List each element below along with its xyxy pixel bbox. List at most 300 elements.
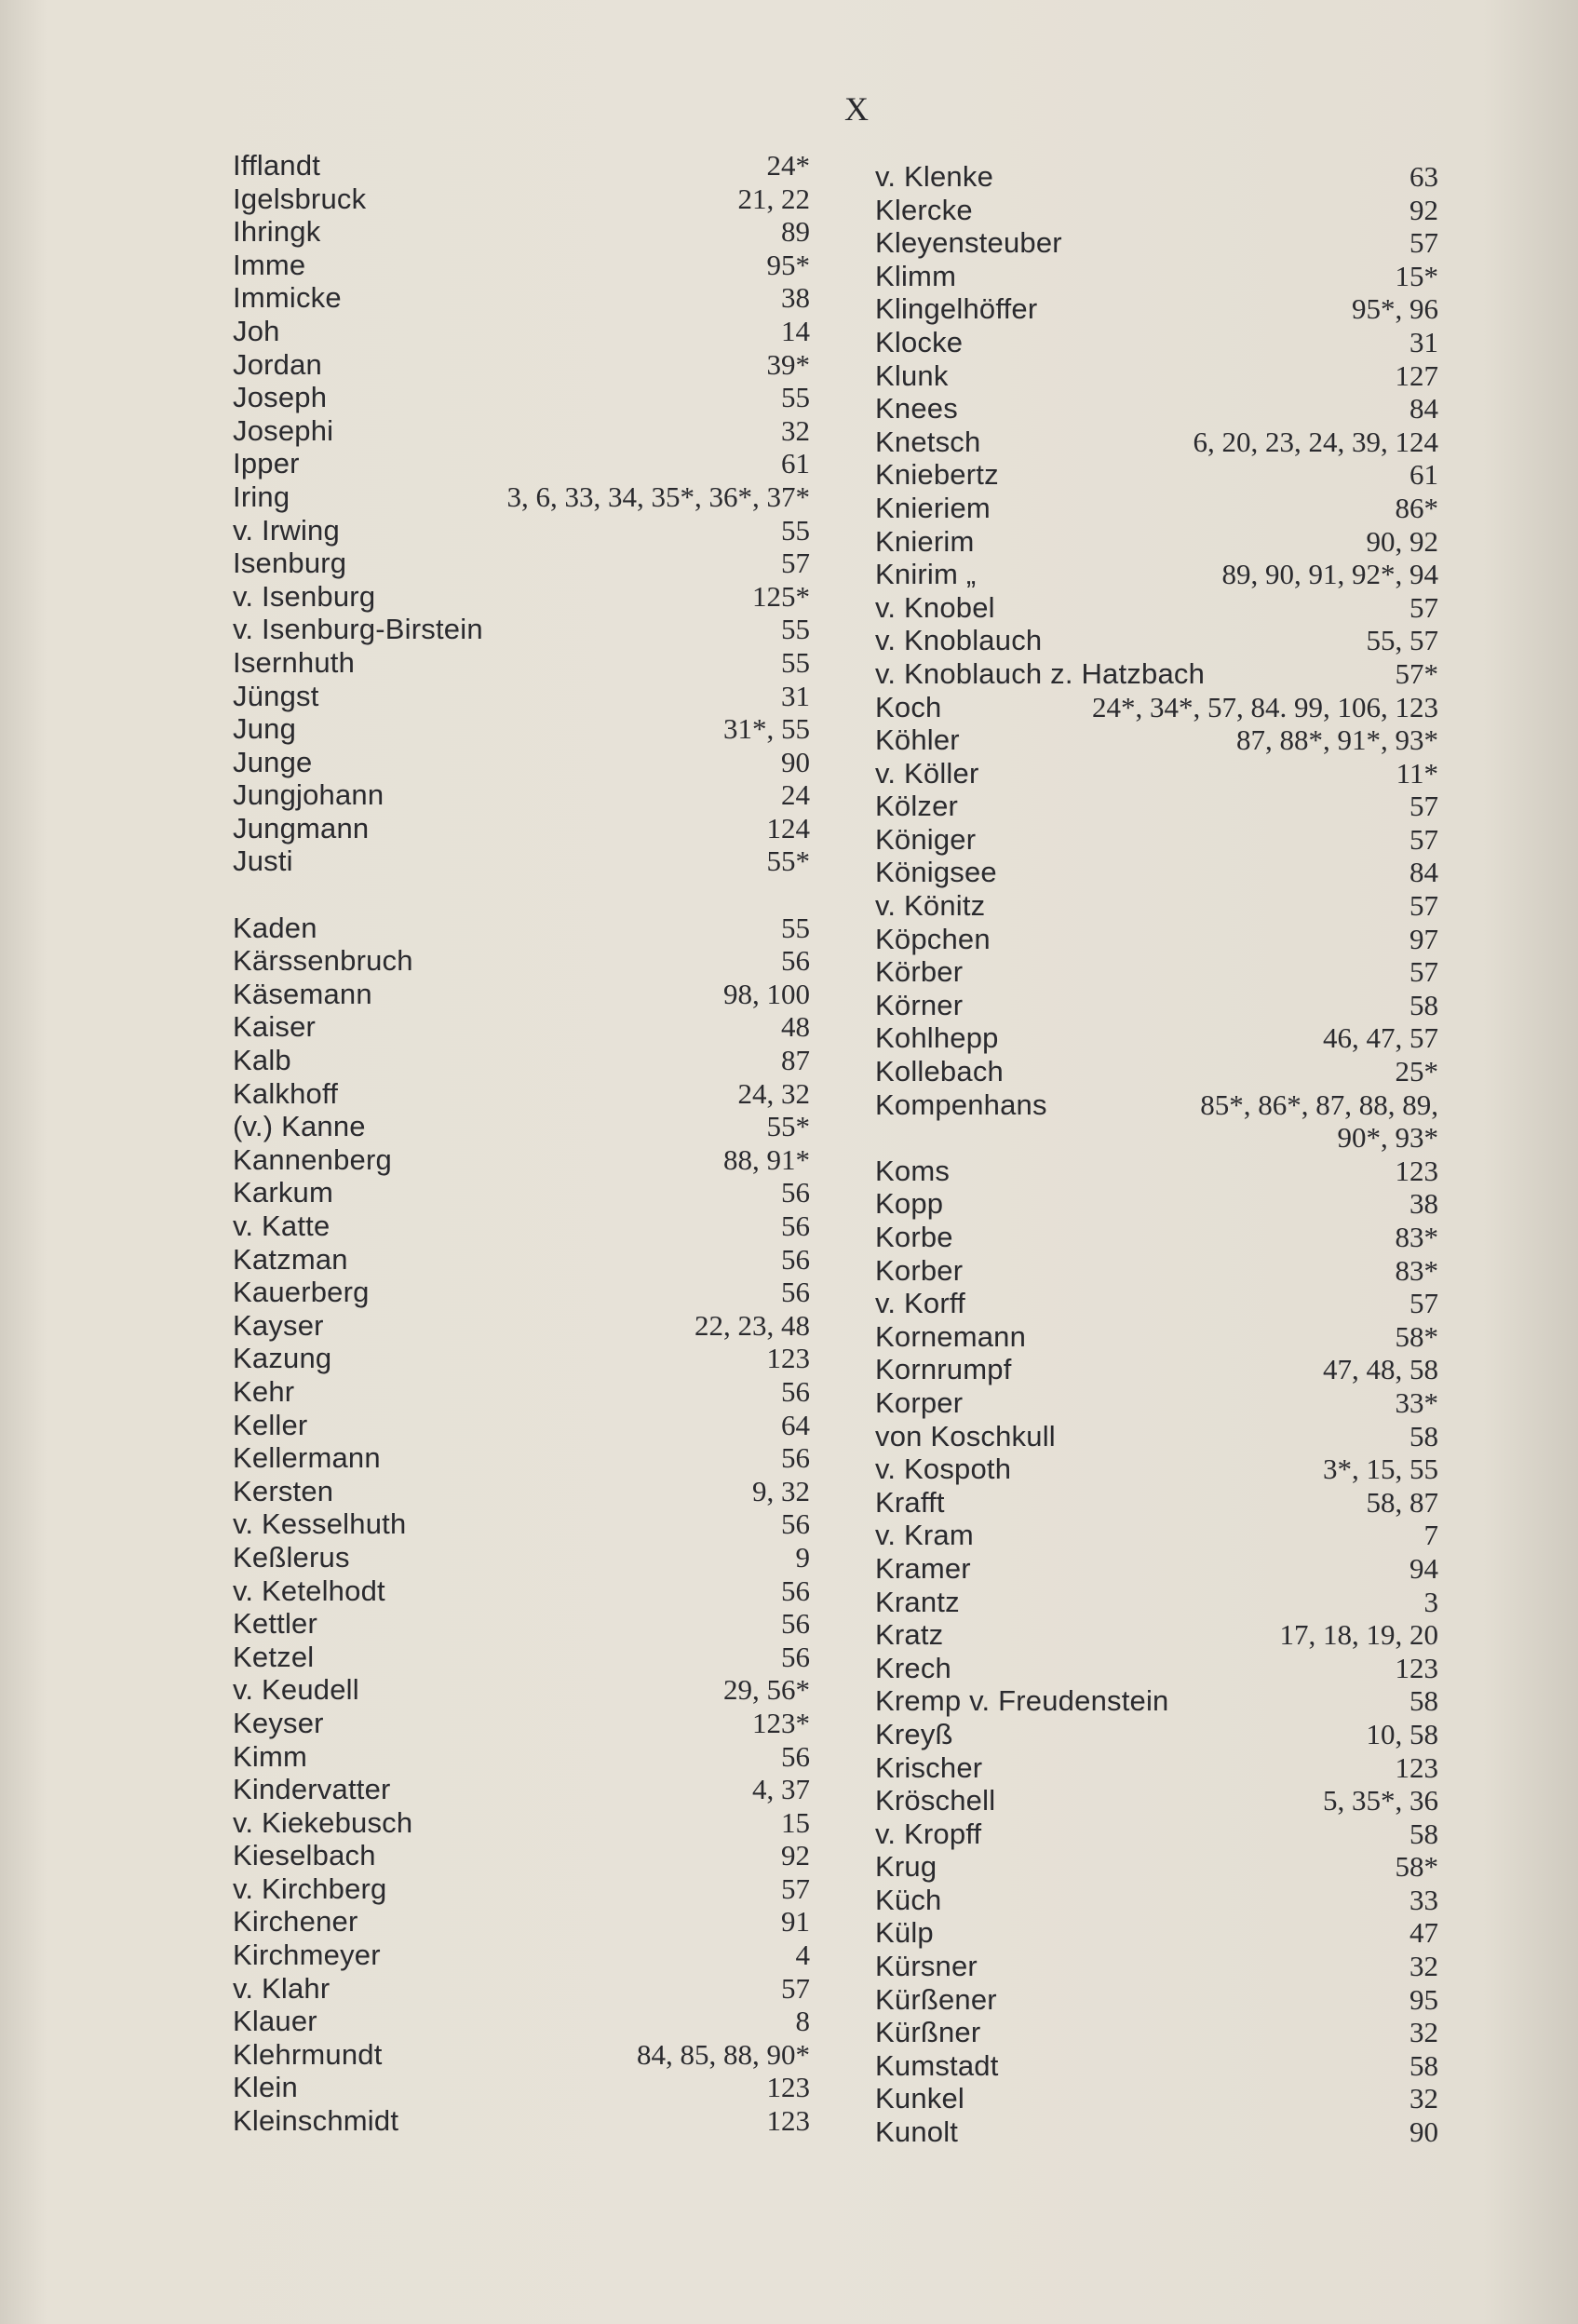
entry-name: Kompenhans: [875, 1088, 1047, 1121]
entry-name: Keyser: [233, 1706, 324, 1739]
entry-name: Kremp v. Freudenstein: [875, 1684, 1169, 1718]
entry-name: Kehr: [233, 1374, 295, 1408]
entry-pages: 22, 23, 48: [695, 1308, 810, 1342]
entry-pages: 55, 57: [1366, 624, 1438, 657]
entry-name: v. Isenburg-Birstein: [233, 613, 483, 646]
index-entry: [875, 1155, 1438, 1188]
index-entry: [233, 2005, 810, 2038]
entry-pages-line: 85*, 86*, 87, 88, 89,: [1200, 1088, 1438, 1121]
entry-name: Klauer: [233, 2005, 317, 2038]
entry-pages: 57*: [1395, 656, 1438, 690]
entry-name: Kreyß: [875, 1717, 953, 1750]
index-entry: [233, 1209, 810, 1243]
entry-pages: 57: [1409, 590, 1438, 624]
index-entry: [875, 1751, 1438, 1785]
index-entry: [875, 1850, 1438, 1884]
entry-pages: 98, 100: [723, 977, 810, 1010]
entry-pages: 83*: [1395, 1253, 1438, 1287]
index-entry: [233, 1010, 810, 1044]
index-entry: [875, 2016, 1438, 2049]
entry-name: Klunk: [875, 358, 949, 392]
entry-pages: 55: [781, 613, 810, 646]
entry-pages: 57: [781, 1971, 810, 2005]
entry-pages: 123: [1395, 1154, 1438, 1187]
index-entry: [233, 149, 810, 182]
entry-name: Kürßener: [875, 1982, 997, 2016]
entry-pages: 84: [1409, 392, 1438, 426]
entry-name: Ipper: [233, 447, 300, 480]
index-entry: [875, 1950, 1438, 1983]
entry-pages: 38: [781, 281, 810, 315]
entry-pages: 3: [1423, 1585, 1438, 1618]
entry-pages: 56: [781, 1441, 810, 1475]
entry-pages: 24, 32: [737, 1076, 810, 1110]
entry-pages: 58*: [1395, 1850, 1438, 1884]
entry-name: Josephi: [233, 413, 334, 447]
entry-name: (v.) Kanne: [233, 1110, 366, 1143]
entry-name: Körber: [875, 955, 964, 989]
index-entry: [875, 2082, 1438, 2115]
entry-name: Kellermann: [233, 1441, 381, 1475]
entry-name: Kornrumpf: [875, 1353, 1012, 1386]
index-entry: [875, 757, 1438, 790]
entry-pages: 55: [781, 513, 810, 547]
index-entry: [233, 1507, 810, 1541]
entry-name: Kröschell: [875, 1784, 996, 1817]
entry-name: Knirim „: [875, 558, 977, 591]
entry-name: v. Kesselhuth: [233, 1507, 407, 1541]
index-entry: [233, 348, 810, 382]
entry-name: Kratz: [875, 1618, 944, 1652]
entry-pages: 57: [781, 547, 810, 580]
entry-name: Külp: [875, 1916, 934, 1950]
index-entry: [875, 492, 1438, 525]
index-entry: [875, 1055, 1438, 1088]
entry-name: Kayser: [233, 1308, 324, 1342]
entry-name: Körner: [875, 988, 964, 1021]
index-entry: [875, 1618, 1438, 1652]
index-entry: [875, 194, 1438, 227]
index-entry: [875, 2049, 1438, 2083]
entry-name: Iring: [233, 480, 290, 513]
entry-name: Krischer: [875, 1750, 983, 1784]
index-entry: [233, 249, 810, 282]
entry-pages: 32: [1409, 2016, 1438, 2049]
entry-name: Kopp: [875, 1187, 944, 1221]
entry-pages: 3*, 15, 55: [1323, 1452, 1438, 1486]
entry-name: v. Könitz: [875, 889, 986, 923]
entry-name: Jung: [233, 712, 297, 746]
entry-name: Kürßner: [875, 2016, 981, 2049]
entry-pages: 57: [1409, 822, 1438, 856]
index-entry: [875, 1386, 1438, 1420]
entry-name: Kollebach: [875, 1055, 1004, 1088]
entry-name: Kirchener: [233, 1905, 358, 1939]
index-entry: [233, 480, 810, 514]
entry-pages: 57: [1409, 226, 1438, 260]
index-entry: [233, 1939, 810, 1972]
index-entry: [233, 281, 810, 315]
entry-pages: 123: [1395, 1750, 1438, 1784]
index-entry: [875, 1420, 1438, 1453]
entry-name: Kumstadt: [875, 2048, 999, 2082]
entry-name: Krantz: [875, 1585, 960, 1618]
entry-pages: 9, 32: [752, 1474, 810, 1507]
index-entry: [233, 1276, 810, 1309]
entry-name: v. Isenburg: [233, 579, 376, 613]
index-entry: [233, 182, 810, 216]
entry-pages: 55: [781, 911, 810, 944]
index-column-left: [233, 149, 810, 2138]
entry-name: v. Köller: [875, 756, 979, 790]
entry-pages: 94: [1409, 1551, 1438, 1585]
entry-pages: 56: [781, 1640, 810, 1673]
entry-pages: 55: [781, 381, 810, 414]
index-entry: [875, 989, 1438, 1022]
entry-name: Karkum: [233, 1176, 334, 1209]
index-entry: [233, 1475, 810, 1508]
entry-pages: 87: [781, 1044, 810, 1077]
entry-pages: 6, 20, 23, 24, 39, 124: [1193, 425, 1438, 458]
index-entry: [875, 260, 1438, 293]
entry-pages: 125*: [752, 579, 810, 613]
index-entry: [233, 1872, 810, 1906]
entry-name: Kalkhoff: [233, 1076, 339, 1110]
entry-name: Jungmann: [233, 811, 370, 844]
entry-name: Klercke: [875, 193, 973, 226]
entry-pages: 11*: [1396, 756, 1438, 790]
index-entry: [875, 657, 1438, 691]
index-entry: [875, 790, 1438, 823]
index-entry: [233, 414, 810, 448]
index-entry: [875, 1353, 1438, 1386]
index-entry: [875, 1552, 1438, 1586]
entry-pages: 84, 85, 88, 90*: [637, 2037, 810, 2071]
entry-pages: 38: [1409, 1187, 1438, 1221]
entry-pages: 63: [1409, 160, 1438, 193]
entry-pages: 7: [1423, 1519, 1438, 1552]
entry-name: v. Kram: [875, 1519, 974, 1552]
entry-name: Ketzel: [233, 1640, 315, 1673]
entry-name: v. Klahr: [233, 1971, 330, 2005]
entry-name: v. Kropff: [875, 1817, 982, 1850]
entry-pages: 4: [795, 1939, 810, 1972]
entry-pages: 64: [781, 1408, 810, 1441]
entry-pages: 17, 18, 19, 20: [1279, 1618, 1438, 1652]
index-entry: [233, 1905, 810, 1939]
entry-name: Kornemann: [875, 1319, 1027, 1353]
entry-pages: 15*: [1395, 259, 1438, 292]
index-entry: [233, 580, 810, 614]
index-entry: [233, 1607, 810, 1641]
index-entry: [233, 1110, 810, 1143]
entry-pages: 10, 58: [1366, 1717, 1438, 1750]
entry-pages: 97: [1409, 922, 1438, 955]
index-entry: [233, 1044, 810, 1077]
index-entry: [875, 1586, 1438, 1619]
index-column-right: [875, 160, 1438, 2149]
entry-pages: 123*: [752, 1706, 810, 1739]
index-entry: [875, 1287, 1438, 1320]
index-entry: [233, 381, 810, 414]
entry-name: Kunolt: [875, 2115, 959, 2149]
entry-pages: 31: [1409, 325, 1438, 358]
entry-pages: 33: [1409, 1883, 1438, 1916]
index-entry: [233, 1077, 810, 1111]
entry-pages: 32: [1409, 2082, 1438, 2115]
entry-pages-line: 90*, 93*: [1337, 1121, 1438, 1155]
index-entry: [875, 1916, 1438, 1950]
index-entry: [233, 1773, 810, 1806]
entry-name: Korbe: [875, 1221, 953, 1253]
entry-name: Keller: [233, 1408, 308, 1441]
entry-pages: 56: [781, 1176, 810, 1209]
entry-pages: 95: [1409, 1982, 1438, 2016]
entry-name: Kaiser: [233, 1010, 317, 1044]
index-entry: [233, 1972, 810, 2006]
entry-pages: 9: [795, 1540, 810, 1574]
index-entry: [875, 458, 1438, 492]
entry-pages: 47: [1409, 1916, 1438, 1950]
entry-pages: 5, 35*, 36: [1323, 1784, 1438, 1817]
page-number: X: [844, 90, 869, 128]
entry-name: Kniebertz: [875, 458, 999, 492]
entry-name: Junge: [233, 745, 313, 778]
index-entry: [875, 723, 1438, 757]
entry-name: v. Kiekebusch: [233, 1805, 413, 1839]
entry-pages: 95*: [766, 248, 810, 281]
index-entry: [233, 712, 810, 746]
entry-pages: 56: [781, 1574, 810, 1607]
index-entry: [233, 2071, 810, 2104]
entry-name: Kazung: [233, 1342, 332, 1375]
entry-name: v. Knobel: [875, 590, 995, 624]
entry-pages: 92: [781, 1839, 810, 1872]
entry-pages: 127: [1395, 358, 1438, 392]
entry-pages: 56: [781, 1507, 810, 1541]
index-entry: [233, 1409, 810, 1442]
entry-name: Kleinschmidt: [233, 2104, 399, 2138]
index-entry: [233, 2038, 810, 2072]
index-entry: [233, 1574, 810, 1608]
entry-pages: 32: [1409, 1950, 1438, 1983]
index-entry: [875, 1452, 1438, 1486]
entry-name: Korber: [875, 1253, 964, 1287]
index-entry: [233, 944, 810, 978]
entry-pages: 95*, 96: [1352, 292, 1438, 326]
entry-pages: 92: [1409, 193, 1438, 226]
index-entry: [875, 955, 1438, 989]
entry-pages: 24*: [766, 149, 810, 182]
entry-pages: 58: [1409, 1419, 1438, 1452]
index-entry: [875, 160, 1438, 194]
entry-pages: 88, 91*: [723, 1142, 810, 1176]
index-entry: [875, 359, 1438, 393]
entry-pages: 3, 6, 33, 34, 35*, 36*, 37*: [506, 480, 810, 513]
entry-name: Knetsch: [875, 425, 981, 458]
entry-pages: 15: [781, 1805, 810, 1839]
index-entry: [233, 812, 810, 845]
index-entry: [875, 2115, 1438, 2149]
index-entry: [875, 1254, 1438, 1288]
index-entry: [875, 525, 1438, 559]
entry-pages: 25*: [1395, 1055, 1438, 1088]
entry-pages: 56: [781, 1209, 810, 1242]
index-entry: [875, 226, 1438, 260]
index-entry: [875, 1519, 1438, 1552]
entry-name: v. Korff: [875, 1287, 965, 1320]
entry-name: v. Klenke: [875, 160, 994, 193]
entry-pages: 56: [781, 1374, 810, 1408]
index-entry: [233, 514, 810, 547]
index-entry: [233, 1806, 810, 1840]
entry-pages: 90: [781, 745, 810, 778]
index-entry: [875, 426, 1438, 459]
index-entry: [875, 591, 1438, 625]
entry-pages: 57: [1409, 889, 1438, 923]
entry-pages: 57: [1409, 1287, 1438, 1320]
entry-pages: 87, 88*, 91*, 93*: [1236, 723, 1438, 757]
index-entry: [233, 1641, 810, 1674]
entry-name: Klingelhöffer: [875, 292, 1038, 326]
index-entry: [233, 447, 810, 480]
entry-name: Knierim: [875, 524, 975, 558]
entry-name: Kärssenbruch: [233, 944, 413, 978]
entry-name: Immicke: [233, 281, 342, 315]
index-entry: [233, 978, 810, 1011]
entry-pages: 56: [781, 1607, 810, 1641]
entry-name: Köhler: [875, 723, 960, 757]
index-entry: [875, 1021, 1438, 1055]
entry-pages: 46, 47, 57: [1323, 1021, 1438, 1055]
entry-name: Klocke: [875, 325, 964, 358]
entry-pages: 56: [781, 944, 810, 978]
entry-name: Ihringk: [233, 215, 321, 249]
entry-name: v. Irwing: [233, 513, 340, 547]
index-entry: [233, 1342, 810, 1375]
entry-name: Jüngst: [233, 679, 319, 712]
entry-pages: 48: [781, 1010, 810, 1044]
entry-name: Königer: [875, 822, 977, 856]
index-entry: [233, 680, 810, 713]
index-entry: [875, 1652, 1438, 1685]
entry-name: Kindervatter: [233, 1773, 391, 1806]
entry-pages: 83*: [1395, 1221, 1438, 1253]
index-entry: [875, 1817, 1438, 1851]
entry-pages: 89: [781, 215, 810, 249]
entry-name: Keßlerus: [233, 1540, 350, 1574]
entry-name: Kaden: [233, 911, 317, 944]
entry-pages: 61: [1409, 458, 1438, 492]
index-entry: [875, 392, 1438, 426]
entry-name: Ifflandt: [233, 149, 321, 182]
entry-name: Kohlhepp: [875, 1021, 999, 1055]
entry-name: Knees: [875, 392, 958, 426]
entry-name: v. Katte: [233, 1209, 330, 1242]
entry-pages: 58, 87: [1366, 1485, 1438, 1519]
entry-pages: 57: [1409, 955, 1438, 989]
entry-name: Kirchmeyer: [233, 1939, 381, 1972]
entry-name: v. Kirchberg: [233, 1871, 387, 1905]
entry-pages: 31: [781, 679, 810, 712]
entry-name: Kauerberg: [233, 1276, 370, 1309]
index-entry: [233, 1243, 810, 1277]
entry-pages: 58: [1409, 988, 1438, 1021]
index-entry: [233, 1176, 810, 1209]
index-entry: [875, 923, 1438, 956]
entry-pages: 4, 37: [752, 1773, 810, 1806]
index-entry: [875, 823, 1438, 857]
entry-pages: 89, 90, 91, 92*, 94: [1221, 558, 1438, 591]
entry-name: Imme: [233, 248, 306, 281]
entry-pages: 84: [1409, 856, 1438, 889]
entry-name: Käsemann: [233, 977, 372, 1010]
entry-name: Klein: [233, 2071, 298, 2104]
index-entry: [875, 1221, 1438, 1254]
entry-pages: 55*: [766, 1110, 810, 1143]
entry-name: Knieriem: [875, 491, 991, 524]
index-entry: [875, 558, 1438, 591]
index-entry: [875, 326, 1438, 359]
index-entry: [233, 1309, 810, 1343]
entry-name: Krech: [875, 1651, 951, 1684]
entry-name: Kimm: [233, 1739, 308, 1773]
index-entry: [875, 1486, 1438, 1520]
entry-pages: 58*: [1395, 1319, 1438, 1353]
entry-name: Jungjohann: [233, 778, 384, 812]
index-entry: [875, 1684, 1438, 1718]
entry-name: v. Kospoth: [875, 1452, 1012, 1486]
entry-name: Kalb: [233, 1044, 291, 1077]
entry-pages: 33*: [1395, 1385, 1438, 1419]
index-entry: [233, 315, 810, 348]
entry-name: Korper: [875, 1385, 964, 1419]
index-entry: [233, 1541, 810, 1574]
entry-pages: 57: [781, 1871, 810, 1905]
entry-pages: 32: [781, 413, 810, 447]
index-entry: [875, 1187, 1438, 1221]
index-entry: [233, 1707, 810, 1740]
entry-pages: 21, 22: [737, 182, 810, 215]
entry-name: Kettler: [233, 1607, 317, 1641]
entry-name: Kürsner: [875, 1950, 978, 1983]
entry-name: Joseph: [233, 381, 328, 414]
entry-pages: 86*: [1395, 491, 1438, 524]
entry-name: Igelsbruck: [233, 182, 367, 215]
entry-name: v. Knoblauch z. Hatzbach: [875, 656, 1206, 690]
entry-pages: 56: [781, 1242, 810, 1276]
entry-name: v. Knoblauch: [875, 624, 1043, 657]
index-entry: [233, 912, 810, 945]
index-entry: [875, 1718, 1438, 1751]
entry-name: Kölzer: [875, 790, 959, 823]
index-entry: [233, 844, 810, 878]
entry-name: Königsee: [875, 856, 997, 889]
index-entry: [875, 691, 1438, 724]
entry-pages: 31*, 55: [723, 712, 810, 746]
section-gap: [233, 878, 810, 912]
entry-pages: 58: [1409, 1817, 1438, 1850]
entry-name: Kersten: [233, 1474, 334, 1507]
entry-name: von Koschkull: [875, 1419, 1056, 1452]
entry-pages: 39*: [766, 347, 810, 381]
entry-name: Katzman: [233, 1242, 348, 1276]
entry-pages: 58: [1409, 2048, 1438, 2082]
index-entry: [875, 889, 1438, 923]
entry-pages: 124: [766, 811, 810, 844]
index-entry: [875, 1784, 1438, 1817]
entry-name: Krug: [875, 1850, 937, 1884]
